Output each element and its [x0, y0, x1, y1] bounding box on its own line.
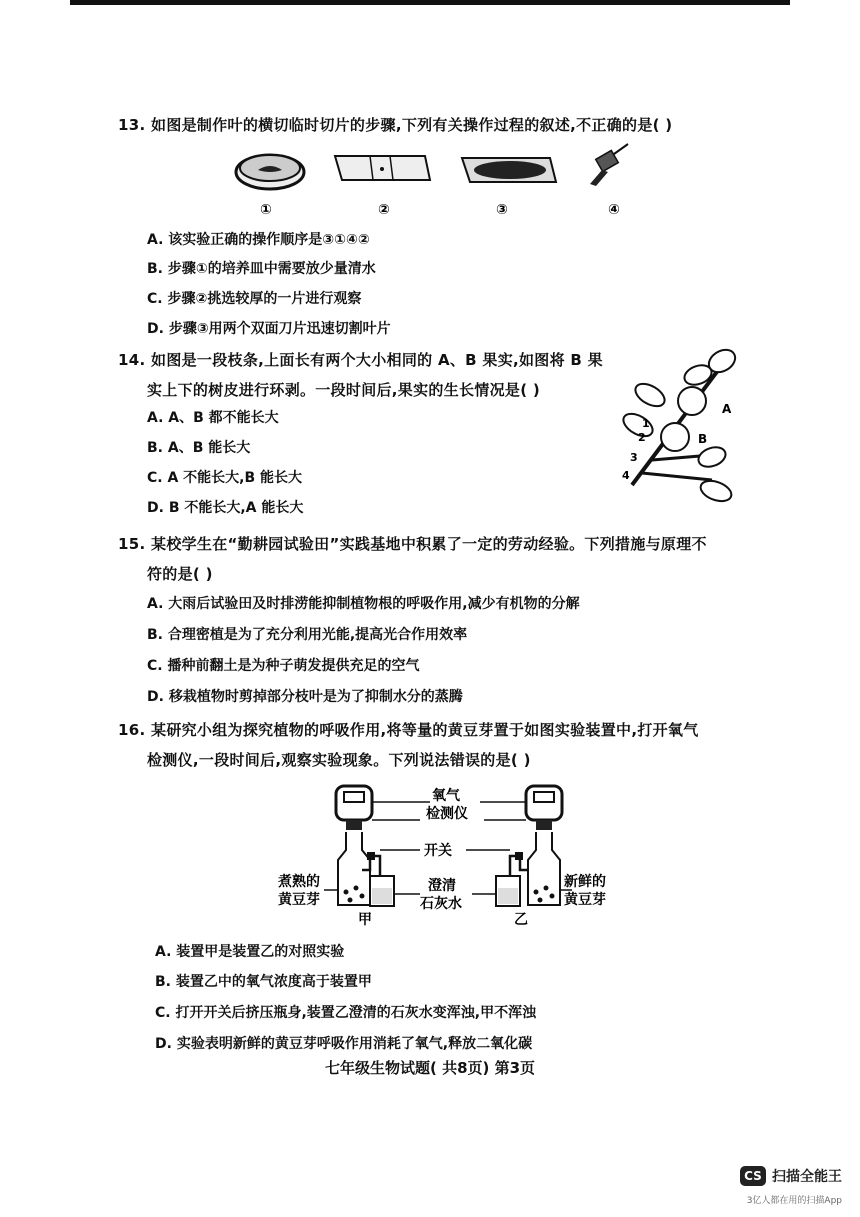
question-15: [118, 533, 707, 554]
step-label-1: ①: [260, 202, 272, 218]
fig-label-2: 2: [638, 431, 646, 444]
question-16-line1: 某研究小组为探究植物的呼吸作用,将等量的黄豆芽置于如图实验装置中,打开氧气: [151, 721, 699, 739]
label-jia: 甲: [358, 912, 372, 928]
q15-option-c: C. 播种前翻土是为种子萌发提供充足的空气: [147, 658, 420, 674]
question-14: [118, 349, 603, 370]
q13-option-c: C. 步骤②挑选较厚的一片进行观察: [147, 291, 362, 307]
brand-name: 扫描全能王: [772, 1169, 842, 1185]
brand-subtitle: 3亿人都在用的扫描App: [746, 1196, 842, 1206]
q15-option-a: A. 大雨后试验田及时排涝能抑制植物根的呼吸作用,减少有机物的分解: [147, 596, 580, 612]
question-16-line2: 检测仪,一段时间后,观察实验现象。下列说法错误的是( ): [147, 751, 531, 769]
fruit-a: [678, 387, 706, 415]
label-yi: 乙: [514, 912, 528, 928]
q16-apparatus-figure: [270, 780, 620, 930]
q16-option-a: A. 装置甲是装置乙的对照实验: [155, 944, 345, 960]
q16-option-d: D. 实验表明新鲜的黄豆芽呼吸作用消耗了氧气,释放二氧化碳: [155, 1036, 533, 1052]
q14-option-b: B. A、B 能长大: [147, 440, 251, 456]
fig-label-b: B: [698, 432, 708, 446]
q15-option-b: B. 合理密植是为了充分利用光能,提高光合作用效率: [147, 627, 468, 643]
q13-figure: [230, 140, 650, 220]
leaf-cutting-icon: [462, 158, 556, 182]
q14-option-c: C. A 不能长大,B 能长大: [147, 470, 303, 486]
question-14-line2: 实上下的树皮进行环剥。一段时间后,果实的生长情况是( ): [147, 381, 541, 399]
fig-label-3: 3: [630, 451, 638, 464]
tweezers-icon: [590, 144, 628, 186]
question-14-number: 14.: [118, 351, 146, 369]
step-label-2: ②: [378, 202, 390, 218]
scanner-watermark: [740, 1166, 842, 1186]
question-16: [118, 719, 699, 740]
top-border: [70, 0, 790, 5]
glass-slide-icon: [335, 156, 430, 180]
label-right-2: 黄豆芽: [564, 892, 606, 908]
fig-label-1: 1: [642, 417, 650, 430]
label-mid-1: 澄清: [428, 878, 456, 894]
label-switch: 开关: [424, 843, 452, 859]
step-label-4: ④: [608, 202, 620, 218]
label-left-1: 煮熟的: [278, 874, 320, 890]
q16-option-c: C. 打开开关后挤压瓶身,装置乙澄清的石灰水变浑浊,甲不浑浊: [155, 1005, 537, 1021]
fig-label-a: A: [722, 402, 732, 416]
question-13-number: 13.: [118, 116, 146, 134]
q13-option-b: B. 步骤①的培养皿中需要放少量清水: [147, 261, 376, 277]
question-15-line2: 符的是( ): [147, 565, 213, 583]
q14-option-a: A. A、B 都不能长大: [147, 410, 279, 426]
label-oxygen-1: 氧气: [432, 788, 460, 804]
question-13: [118, 114, 672, 135]
page-footer: 七年级生物试题( 共8页) 第3页: [324, 1059, 536, 1077]
question-13-text: 如图是制作叶的横切临时切片的步骤,下列有关操作过程的叙述,不正确的是( ): [151, 116, 673, 134]
q15-option-d: D. 移栽植物时剪掉部分枝叶是为了抑制水分的蒸腾: [147, 689, 463, 705]
question-14-line1: 如图是一段枝条,上面长有两个大小相同的 A、B 果实,如图将 B 果: [151, 351, 603, 369]
label-oxygen-2: 检测仪: [426, 806, 468, 822]
question-15-line1: 某校学生在“勤耕园试验田”实践基地中积累了一定的劳动经验。下列措施与原理不: [151, 535, 707, 553]
fruit-b: [661, 423, 689, 451]
q14-option-d: D. B 不能长大,A 能长大: [147, 500, 304, 516]
q14-branch-figure: [612, 345, 742, 510]
label-right-1: 新鲜的: [564, 874, 606, 890]
question-15-number: 15.: [118, 535, 146, 553]
q13-option-d: D. 步骤③用两个双面刀片迅速切割叶片: [147, 321, 391, 337]
label-mid-2: 石灰水: [420, 896, 462, 912]
q13-option-a: A. 该实验正确的操作顺序是③①④②: [147, 232, 370, 248]
step-label-3: ③: [496, 202, 508, 218]
q16-option-b: B. 装置乙中的氧气浓度高于装置甲: [155, 974, 372, 990]
fig-label-4: 4: [622, 469, 630, 482]
cs-logo-icon: CS: [740, 1166, 766, 1186]
petri-dish-icon: [236, 155, 304, 189]
label-left-2: 黄豆芽: [278, 892, 320, 908]
question-16-number: 16.: [118, 721, 146, 739]
